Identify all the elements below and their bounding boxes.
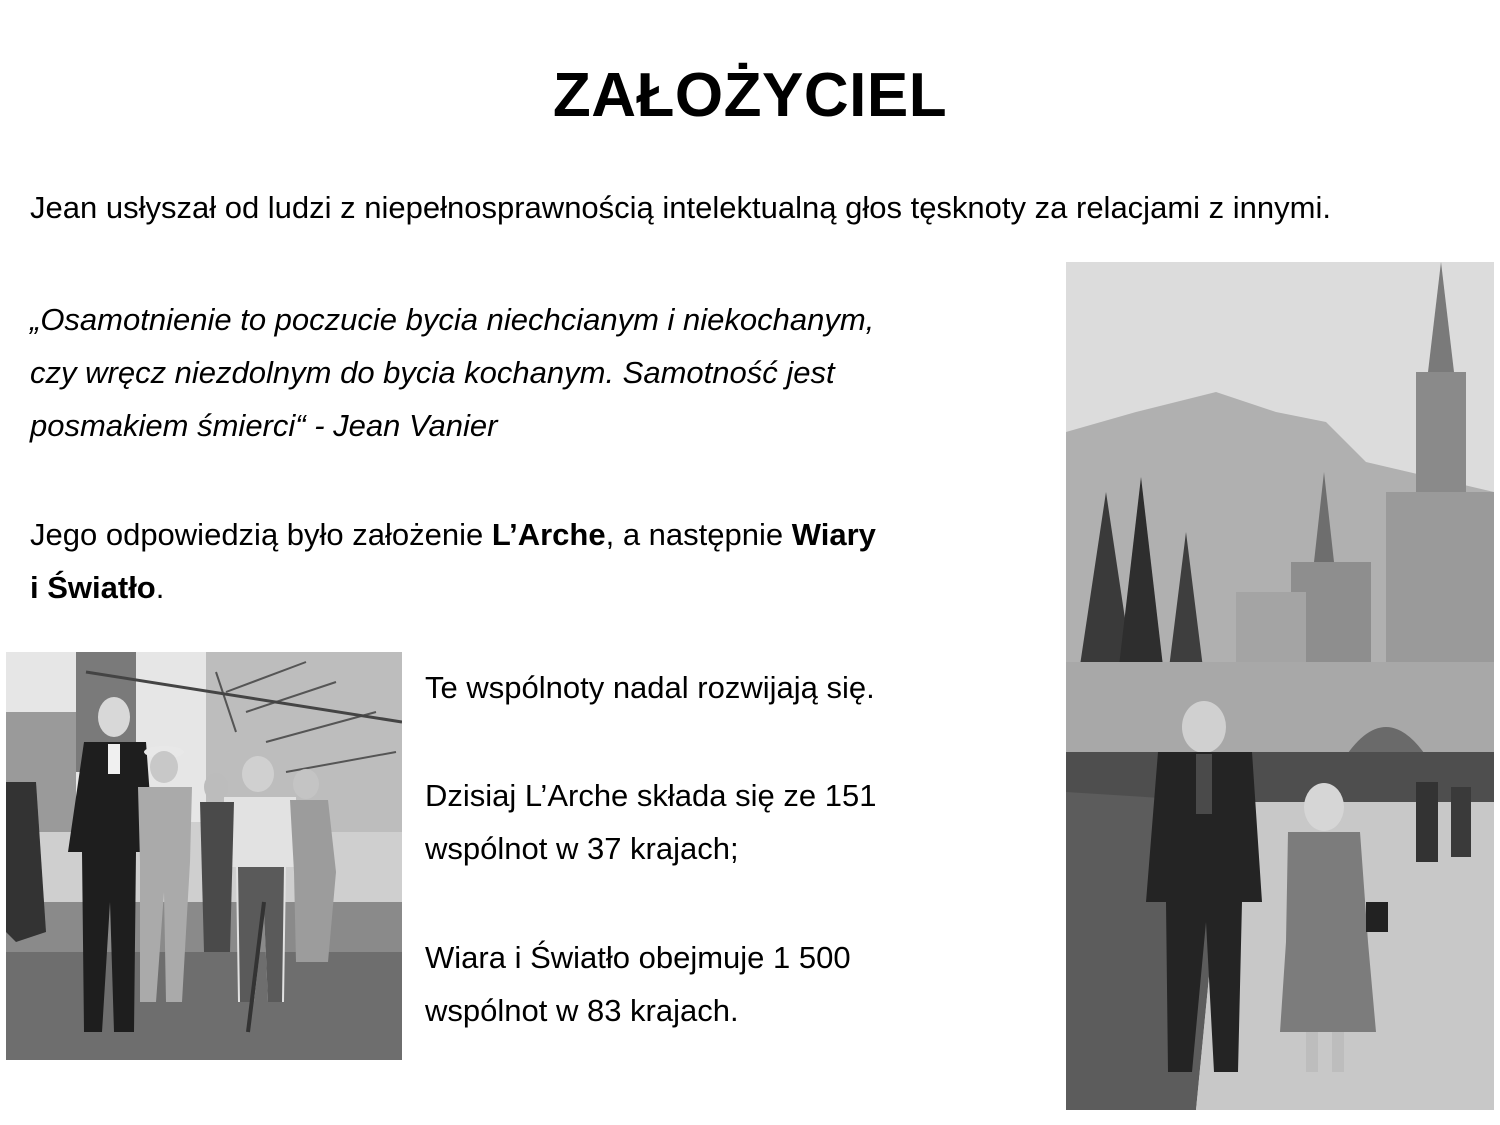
quote-line-3: posmakiem śmierci“ - Jean Vanier	[30, 408, 498, 443]
response-text: Jego odpowiedzią było założenie	[30, 517, 492, 552]
larche-name: L’Arche	[491, 517, 606, 552]
stats-line-2: Dzisiaj L’Arche składa się ze 151	[425, 778, 877, 813]
stats-line-3: wspólnot w 37 krajach;	[425, 831, 739, 866]
wiary-name: Wiary	[791, 517, 876, 552]
intro-text: Jean usłyszał od ludzi z niepełnosprawnością intelektualną głos tęsknoty za relacjami z innymi.	[30, 190, 1331, 225]
stats-line-5: wspólnot w 83 krajach.	[425, 993, 739, 1028]
response-line-2	[30, 570, 164, 606]
quote-line-1: „Osamotnienie to poczucie bycia niechcianym i niekochanym,	[30, 302, 875, 337]
basilica-photo	[1066, 262, 1494, 1110]
response-period: .	[155, 570, 165, 605]
quote-line-2: czy wręcz niezdolnym do bycia kochanym. Samotność jest	[30, 355, 835, 390]
slide-title: ZAŁOŻYCIEL	[552, 61, 948, 130]
response-text: , a następnie	[605, 517, 792, 552]
swiatlo-name: i Światło	[30, 570, 156, 605]
stats-line-4: Wiara i Światło obejmuje 1 500	[425, 940, 851, 975]
response-line-1	[30, 517, 876, 553]
group-photo	[6, 652, 402, 1060]
stats-line-1: Te wspólnoty nadal rozwijają się.	[425, 670, 875, 705]
